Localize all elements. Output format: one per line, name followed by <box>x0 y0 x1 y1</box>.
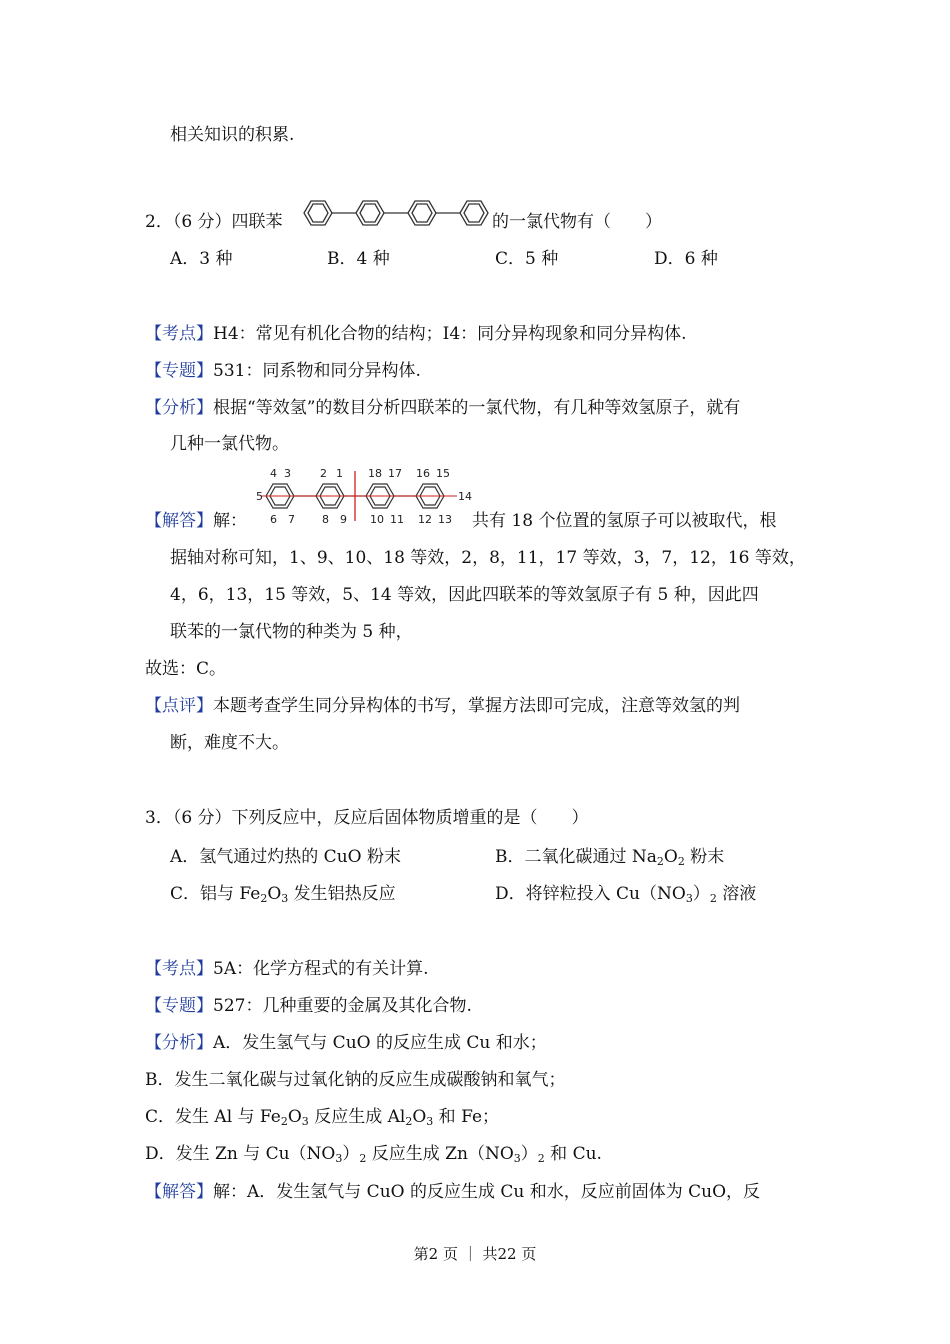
fenxi-c-sub3: 2 <box>405 1115 413 1128</box>
zhuanti-tag: 【专题】 <box>145 361 213 381</box>
q3-option-a: A．氢气通过灼热的 CuO 粉末 <box>170 847 401 867</box>
zhuanti-text: 531：同系物和同分异构体. <box>213 361 421 381</box>
kaodian-text: 5A：化学方程式的有关计算. <box>213 959 429 979</box>
fenxi-c-sub2: 3 <box>301 1115 309 1128</box>
q2-jieda-line2: 据轴对称可知，1、9、10、18 等效，2，8，11，17 等效，3，7，12，16 等效， <box>170 548 806 568</box>
q2-option-c: C．5 种 <box>495 249 559 269</box>
jieda-text: 解：A．发生氢气与 CuO 的反应生成 Cu 和水，反应前固体为 CuO，反 <box>213 1182 761 1202</box>
q2-option-d: D．6 种 <box>654 249 718 269</box>
label-2: 2 <box>320 467 327 480</box>
q3-fenxi-b: B．发生二氧化碳与过氧化钠的反应生成碳酸钠和氧气； <box>145 1070 566 1090</box>
label-17: 17 <box>388 467 402 480</box>
label-6: 6 <box>270 513 277 526</box>
q2-fenxi-cont: 几种一氯代物。 <box>170 434 289 454</box>
fenxi-d-mid1: ） <box>342 1144 360 1164</box>
label-9: 9 <box>340 513 347 526</box>
q2-kaodian <box>145 322 687 346</box>
label-5: 5 <box>256 490 263 503</box>
fenxi-a: A．发生氢气与 CuO 的反应生成 Cu 和水； <box>213 1033 547 1053</box>
fenxi-d-mid3: ） <box>520 1144 538 1164</box>
optd-pre: D．将锌粒投入 Cu（NO <box>495 884 686 904</box>
dianping-text: 本题考查学生同分异构体的书写，掌握方法即可完成，注意等效氢的判 <box>213 696 740 716</box>
optc-sub1: 2 <box>260 892 268 905</box>
fenxi-d-post: 和 Cu. <box>544 1144 602 1164</box>
label-15: 15 <box>436 467 450 480</box>
label-4: 4 <box>270 467 277 480</box>
q2-dianping <box>145 694 740 718</box>
zhuanti-tag: 【专题】 <box>145 996 213 1016</box>
optb-sub2: 2 <box>677 855 685 868</box>
fenxi-c-sub4: 3 <box>426 1115 434 1128</box>
q3-jieda <box>145 1180 760 1204</box>
q3-fenxi-d <box>145 1142 602 1166</box>
fenxi-c-mid3: O <box>412 1107 427 1127</box>
optb-pre: B．二氧化碳通过 Na <box>495 847 657 867</box>
q2-jieda-line3: 4，6，13，15 等效，5、14 等效，因此四联苯的等效氢原子有 5 种，因此四 <box>170 585 759 605</box>
optb-post: 粉末 <box>684 847 725 867</box>
q3-zhuanti <box>145 994 472 1018</box>
label-7: 7 <box>288 513 295 526</box>
label-3: 3 <box>284 467 291 480</box>
q2-stem-suffix: 的一氯代物有（ ） <box>492 212 662 232</box>
q3-option-b <box>495 845 724 869</box>
fenxi-d-sub4: 2 <box>537 1152 545 1165</box>
fenxi-text: 根据“等效氢”的数目分析四联苯的一氯代物，有几种等效氢原子，就有 <box>213 398 741 418</box>
jieda-tag: 【解答】 <box>145 1182 213 1202</box>
fenxi-d-sub1: 3 <box>335 1152 343 1165</box>
numbered-quaterphenyl-diagram <box>252 465 474 527</box>
dianping-tag: 【点评】 <box>145 696 213 716</box>
optd-mid: ） <box>692 884 710 904</box>
q2-jieda <box>145 509 247 533</box>
q2-answer: 故选：C。 <box>145 659 227 679</box>
fenxi-c-mid1: O <box>287 1107 302 1127</box>
fenxi-tag: 【分析】 <box>145 1033 213 1053</box>
q2-jieda-line4: 联苯的一氯代物的种类为 5 种， <box>170 622 413 642</box>
optd-sub1: 3 <box>685 892 693 905</box>
q3-fenxi-c <box>145 1105 499 1129</box>
page-footer: 第2 页 ｜ 共22 页 <box>413 1245 537 1263</box>
q3-option-c <box>170 882 396 906</box>
intro-line: 相关知识的积累. <box>170 125 295 145</box>
label-12: 12 <box>418 513 432 526</box>
fenxi-c-sub1: 2 <box>280 1115 288 1128</box>
q3-stem: 3．（6 分）下列反应中，反应后固体物质增重的是（ ） <box>145 808 589 828</box>
label-13: 13 <box>438 513 452 526</box>
q2-dianping-cont: 断，难度不大。 <box>170 733 289 753</box>
optd-sub2: 2 <box>709 892 717 905</box>
jieda-tag: 【解答】 <box>145 511 213 531</box>
kaodian-tag: 【考点】 <box>145 324 213 344</box>
label-18: 18 <box>368 467 382 480</box>
label-10: 10 <box>370 513 384 526</box>
q2-stem-prefix: 2．（6 分）四联苯 <box>145 212 283 232</box>
fenxi-d-sub3: 3 <box>513 1152 521 1165</box>
label-8: 8 <box>322 513 329 526</box>
optb-mid: O <box>663 847 678 867</box>
kaodian-text: H4：常见有机化合物的结构；I4：同分异构现象和同分异构体. <box>213 324 687 344</box>
optc-post: 发生铝热反应 <box>288 884 396 904</box>
q2-fenxi <box>145 396 740 420</box>
optc-pre: C．铝与 Fe <box>170 884 261 904</box>
q2-zhuanti <box>145 359 421 383</box>
optc-mid: O <box>267 884 282 904</box>
kaodian-tag: 【考点】 <box>145 959 213 979</box>
label-11: 11 <box>390 513 404 526</box>
zhuanti-text: 527：几种重要的金属及其化合物. <box>213 996 472 1016</box>
optd-post: 溶液 <box>716 884 757 904</box>
fenxi-c-post: 和 Fe； <box>433 1107 499 1127</box>
q2-jieda-line1: 共有 18 个位置的氢原子可以被取代，根 <box>472 511 777 531</box>
q3-fenxi <box>145 1031 547 1055</box>
q3-option-d <box>495 882 756 906</box>
jieda-prefix: 解： <box>213 511 247 531</box>
quaterphenyl-structure <box>300 196 492 230</box>
optc-sub2: 3 <box>281 892 289 905</box>
q2-option-b: B．4 种 <box>327 249 390 269</box>
label-14: 14 <box>458 490 472 503</box>
fenxi-d-pre: D．发生 Zn 与 Cu（NO <box>145 1144 336 1164</box>
q3-kaodian <box>145 957 429 981</box>
label-1: 1 <box>336 467 343 480</box>
fenxi-c-pre: C．发生 Al 与 Fe <box>145 1107 281 1127</box>
fenxi-tag: 【分析】 <box>145 398 213 418</box>
label-16: 16 <box>416 467 430 480</box>
fenxi-c-mid2: 反应生成 Al <box>308 1107 406 1127</box>
q2-option-a: A．3 种 <box>170 249 233 269</box>
fenxi-d-mid2: 反应生成 Zn（NO <box>366 1144 514 1164</box>
optb-sub1: 2 <box>656 855 664 868</box>
fenxi-d-sub2: 2 <box>359 1152 367 1165</box>
